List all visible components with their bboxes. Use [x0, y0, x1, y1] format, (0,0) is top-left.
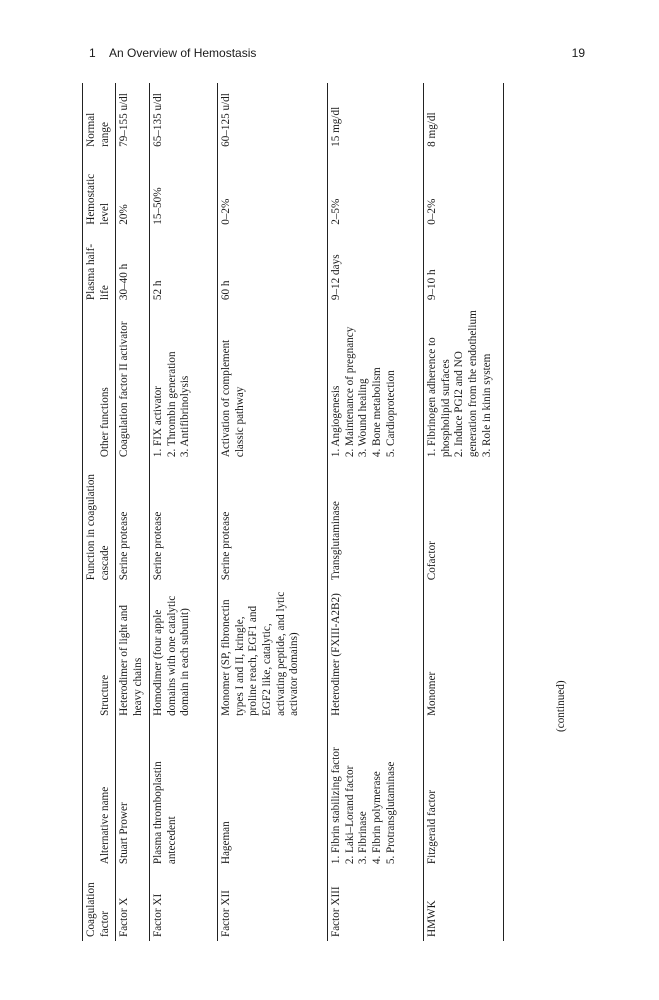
header-function: Function in coagulation cascade	[83, 461, 116, 584]
chapter-number: 1	[89, 46, 96, 60]
cell-normal-range: 15 mg/dl	[328, 83, 424, 151]
continued-note: (continued)	[555, 680, 567, 732]
cell-alternative-name-line: Hageman	[220, 821, 233, 865]
cell-alternative-name-line: Stuart Prower	[118, 802, 131, 865]
cell-factor: Factor XII	[218, 868, 328, 941]
cell-normal-range: 65–135 u/dl	[150, 83, 218, 151]
cell-other-functions-line: 2. Induce PGI2 and NO generation from the endothelium	[453, 310, 479, 458]
cell-function: Cofactor	[424, 461, 504, 584]
header-plasma-half-life: Plasma half-life	[83, 229, 116, 304]
cell-alternative-name-line: 5. Protransglutaminase	[384, 761, 397, 865]
cell-alternative-name	[218, 720, 328, 868]
cell-structure: Monomer (SP, fibronectin types I and II, kringle, proline reach, EGF1 and EGF2 like, catalytic, activating peptide, and lytic activator domains)	[218, 584, 328, 720]
cell-hemostatic-level: 0–2%	[424, 151, 504, 229]
cell-alternative-name	[424, 720, 504, 868]
cell-other-functions-line: 1. Angiogenesis	[330, 385, 343, 458]
cell-other-functions-line: 4. Bone metabolism	[370, 367, 383, 458]
cell-other-functions-line: Coagulation factor II activator	[118, 321, 131, 458]
cell-factor: Factor XI	[150, 868, 218, 941]
cell-hemostatic-level: 15–50%	[150, 151, 218, 229]
header-alternative-name: Alternative name	[83, 720, 116, 868]
cell-other-functions-line: 1. Fibrinogen adherence to phospholipid surfaces	[426, 337, 452, 458]
cell-function: Serine protease	[218, 461, 328, 584]
table-body	[116, 83, 504, 941]
table-row	[328, 83, 424, 941]
table-row	[150, 83, 218, 941]
cell-other-functions-line: 1. FIX activator	[152, 385, 165, 458]
table-row	[424, 83, 504, 941]
cell-alternative-name-line: 4. Fibrin polymerase	[370, 771, 383, 865]
cell-function: Transglutaminase	[328, 461, 424, 584]
cell-other-functions-line: 2. Thrombin generation	[165, 351, 178, 458]
header-coagulation-factor: Coagulation factor	[83, 868, 116, 941]
cell-other-functions	[218, 304, 328, 461]
cell-normal-range: 60–125 u/dl	[218, 83, 328, 151]
cell-other-functions	[116, 304, 150, 461]
cell-structure: Heterodimer (FXIII-A2B2)	[328, 584, 424, 720]
cell-normal-range: 8 mg/dl	[424, 83, 504, 151]
chapter-title: An Overview of Hemostasis	[109, 46, 257, 60]
coagulation-factors-table	[82, 83, 568, 941]
cell-function: Serine protease	[116, 461, 150, 584]
cell-other-functions-line: 3. Antifibrinolysis	[179, 375, 192, 458]
header-structure: Structure	[83, 584, 116, 720]
cell-other-functions	[328, 304, 424, 461]
cell-other-functions-line: 2. Maintenance of pregnancy	[343, 326, 356, 458]
cell-function: Serine protease	[150, 461, 218, 584]
cell-structure: Heterodimer of light and heavy chains	[116, 584, 150, 720]
cell-alternative-name	[150, 720, 218, 868]
table-header-row	[83, 83, 116, 941]
cell-alternative-name-line: 3. Fibrinase	[357, 811, 370, 865]
cell-other-functions-line: Activation of complement classic pathway	[220, 339, 246, 458]
cell-other-functions-line: 3. Wound healing	[357, 378, 370, 458]
cell-alternative-name	[328, 720, 424, 868]
cell-half-life: 60 h	[218, 229, 328, 304]
cell-other-functions	[424, 304, 504, 461]
page-number: 19	[571, 46, 585, 60]
cell-alternative-name-line: Fitzgerald factor	[426, 789, 439, 865]
table-row	[116, 83, 150, 941]
cell-alternative-name-line: 1. Fibrin stabilizing factor	[330, 747, 343, 865]
cell-hemostatic-level: 2–5%	[328, 151, 424, 229]
table-row	[218, 83, 328, 941]
cell-alternative-name-line: 2. Laki–Lorand factor	[343, 765, 356, 865]
cell-normal-range: 79–155 u/dl	[116, 83, 150, 151]
cell-alternative-name	[116, 720, 150, 868]
cell-hemostatic-level: 0–2%	[218, 151, 328, 229]
cell-other-functions	[150, 304, 218, 461]
running-head	[89, 46, 585, 66]
cell-structure: Monomer	[424, 584, 504, 720]
cell-half-life: 52 h	[150, 229, 218, 304]
cell-alternative-name-line: Plasma thromboplastin antecedent	[152, 761, 178, 865]
header-hemostatic-level: Hemostatic level	[83, 151, 116, 229]
cell-half-life: 9–10 h	[424, 229, 504, 304]
cell-factor: Factor XIII	[328, 868, 424, 941]
cell-structure: Homodimer (four apple domains with one catalytic domain in each subunit)	[150, 584, 218, 720]
header-normal-range: Normal range	[83, 83, 116, 151]
cell-half-life: 9–12 days	[328, 229, 424, 304]
cell-factor: Factor X	[116, 868, 150, 941]
header-other-functions: Other functions	[83, 304, 116, 461]
cell-factor: HMWK	[424, 868, 504, 941]
cell-half-life: 30–40 h	[116, 229, 150, 304]
cell-hemostatic-level: 20%	[116, 151, 150, 229]
cell-other-functions-line: 5. Cardioprotection	[384, 370, 397, 458]
cell-other-functions-line: 3. Role in kinin system	[480, 353, 493, 458]
